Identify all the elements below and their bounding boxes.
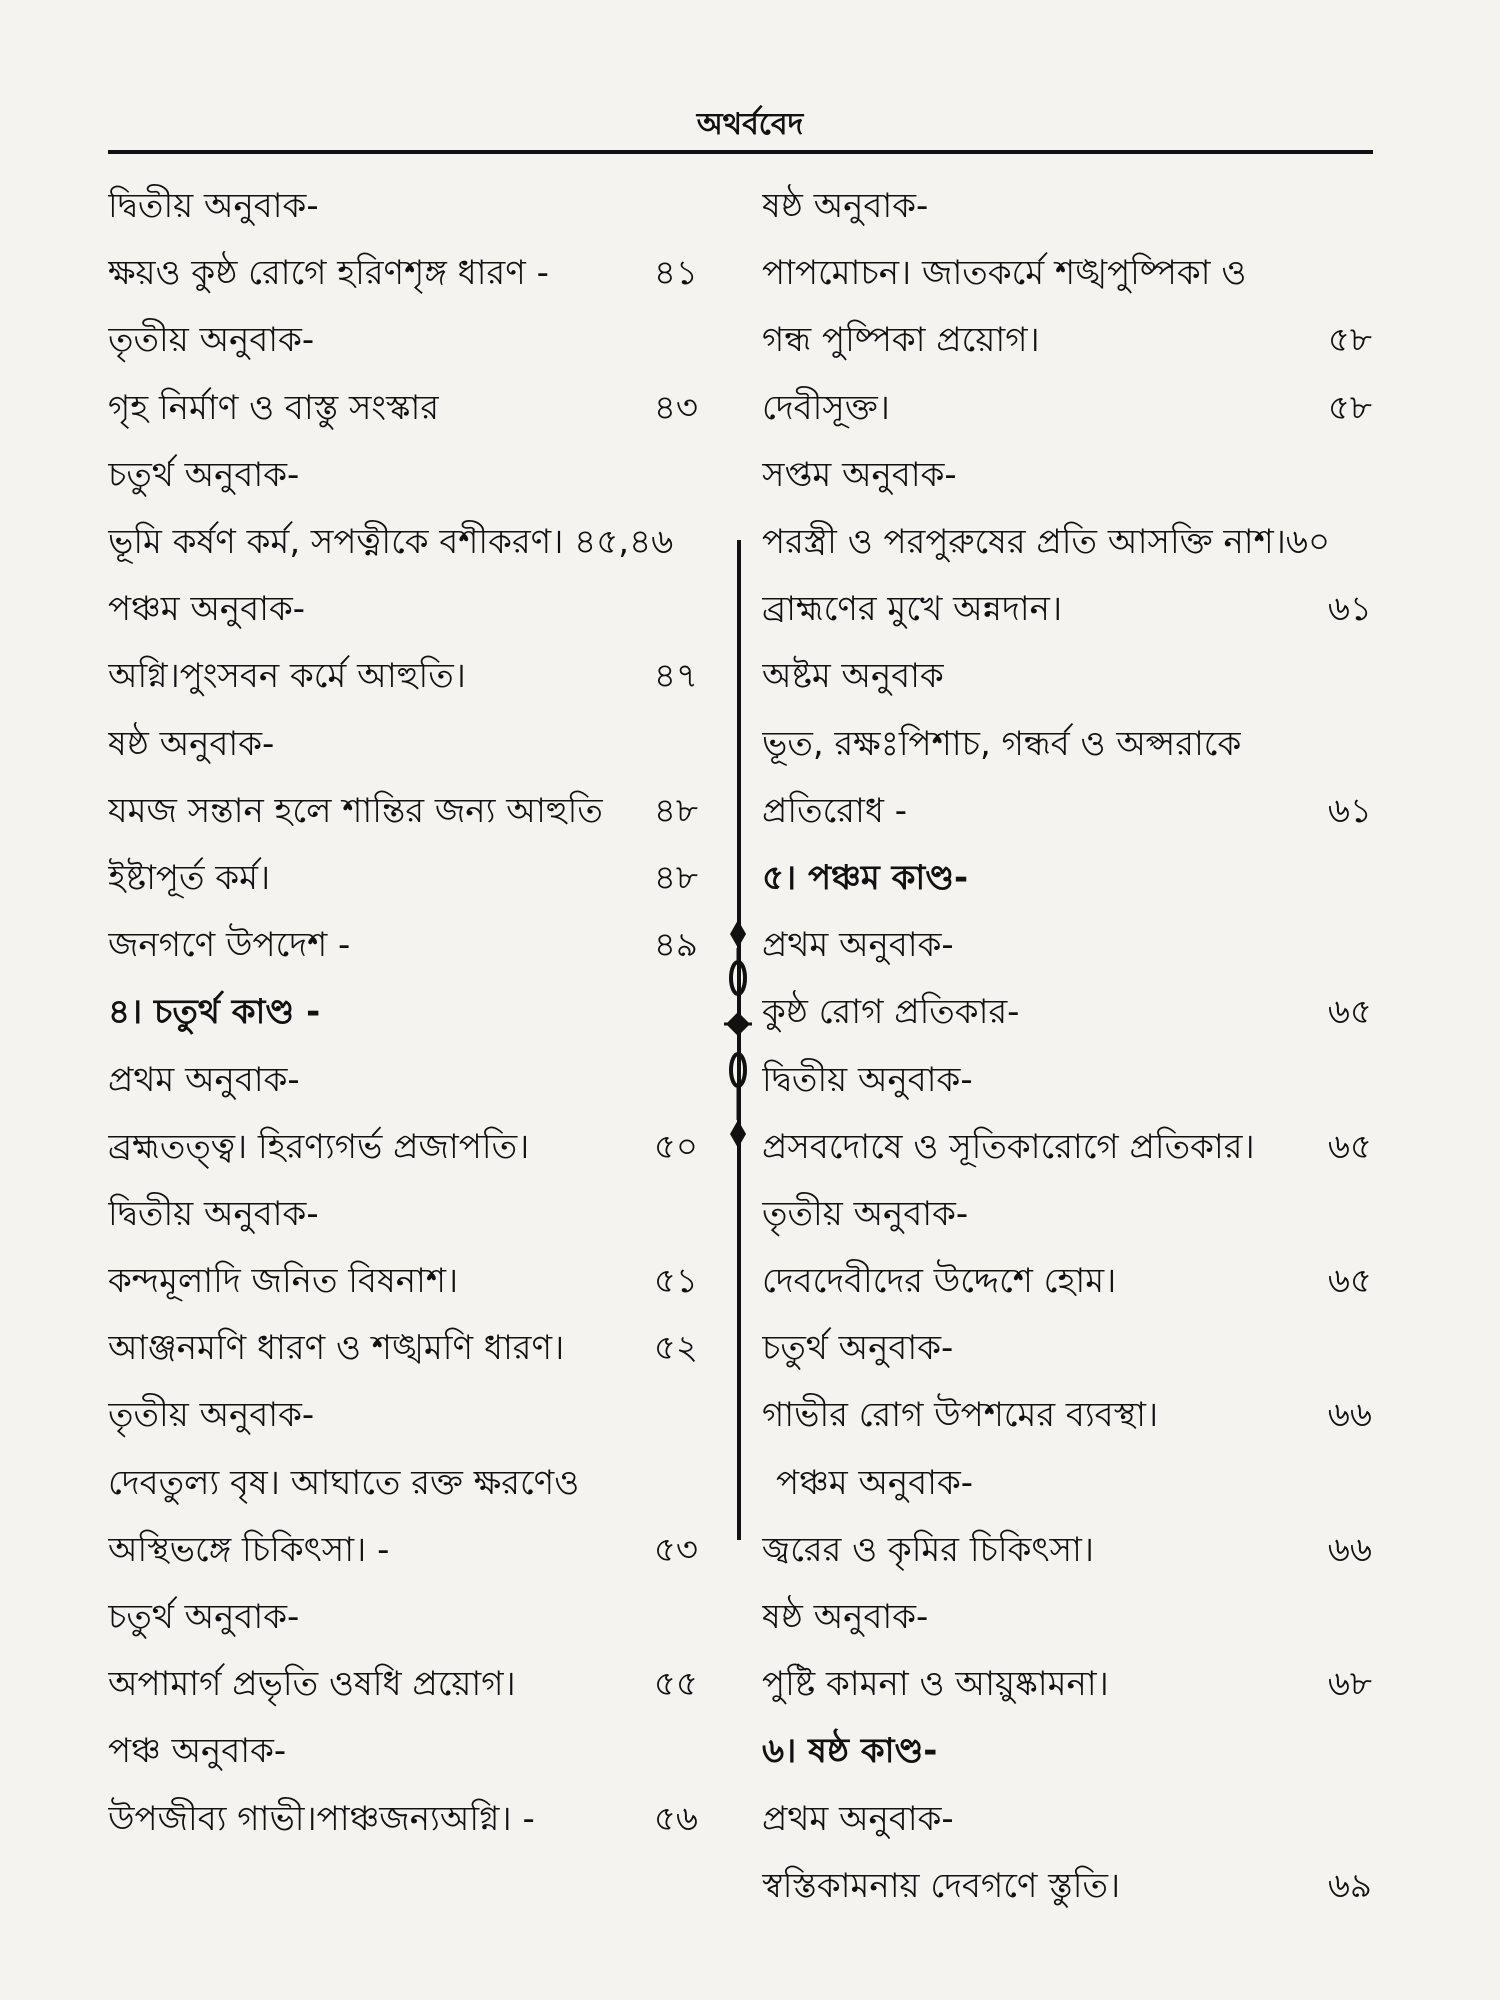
toc-entry xyxy=(762,175,1372,242)
toc-entry-text: জনগণে উপদেশ - xyxy=(108,925,351,966)
toc-entry-text: ভূমি কর্ষণ কর্ম, সপত্নীকে বশীকরণ। ৪৫,৪৬ xyxy=(108,522,674,563)
toc-entry-text: প্রথম অনুবাক- xyxy=(762,1798,954,1839)
toc-entry xyxy=(108,1048,698,1115)
toc-entry-page: ৬৫ xyxy=(1327,1126,1372,1167)
toc-entry-page: ৫০ xyxy=(653,1126,698,1167)
toc-entry xyxy=(762,1788,1372,1855)
toc-entry xyxy=(108,1250,698,1317)
toc-entry xyxy=(108,1586,698,1653)
toc-entry xyxy=(762,713,1372,780)
toc-entry xyxy=(108,1183,698,1250)
toc-entry xyxy=(108,175,698,242)
toc-right-column xyxy=(762,175,1372,1922)
toc-entry-text: পঞ্চম অনুবাক- xyxy=(108,589,306,630)
toc-entry-text: ষষ্ঠ অনুবাক- xyxy=(762,1597,929,1638)
toc-entry xyxy=(762,780,1372,847)
toc-entry-page: ৫৬ xyxy=(653,1798,698,1839)
toc-entry-text: অগ্নি।পুংসবন কর্মে আহুতি। xyxy=(108,656,466,697)
toc-entry xyxy=(108,914,698,981)
toc-entry xyxy=(762,1183,1372,1250)
toc-entry xyxy=(108,713,698,780)
toc-entry-text: কুষ্ঠ রোগ প্রতিকার- xyxy=(762,992,1020,1033)
toc-entry-text: পাপমোচন। জাতকর্মে শঙ্খপুষ্পিকা ও xyxy=(762,253,1247,294)
toc-entry xyxy=(108,444,698,511)
toc-entry-text: দ্বিতীয় অনুবাক- xyxy=(108,1193,319,1234)
toc-entry xyxy=(108,1653,698,1720)
toc-entry-text: দ্বিতীয় অনুবাক- xyxy=(108,186,319,227)
toc-entry-text: তৃতীয় অনুবাক- xyxy=(762,1193,969,1234)
toc-entry-text: কন্দমূলাদি জনিত বিষনাশ। xyxy=(108,1261,459,1302)
toc-entry-page: ৬৯ xyxy=(1327,1865,1372,1906)
toc-entry xyxy=(108,1788,698,1855)
toc-entry-text: সপ্তম অনুবাক- xyxy=(762,454,957,495)
toc-entry-text: ইষ্টাপূর্ত কর্ম। xyxy=(108,857,271,898)
toc-entry-text: গৃহ নির্মাণ ও বাস্তু সংস্কার xyxy=(108,387,440,428)
toc-entry-text: ভূত, রক্ষঃপিশাচ, গন্ধর্ব ও অপ্সরাকে xyxy=(762,723,1242,764)
toc-entry xyxy=(762,578,1372,645)
toc-entry xyxy=(762,645,1372,712)
header-rule xyxy=(108,150,1373,154)
toc-entry xyxy=(762,981,1372,1048)
toc-entry xyxy=(108,780,698,847)
toc-entry-page: ৬১ xyxy=(1327,589,1372,630)
toc-entry-text: গন্ধ পুষ্পিকা প্রয়োগ। xyxy=(762,320,1040,361)
toc-entry-text: দেবীসূক্ত। xyxy=(762,387,890,428)
column-ornament xyxy=(718,920,758,1150)
toc-entry xyxy=(108,578,698,645)
toc-entry-text: ৪। চতুর্থ কাণ্ড - xyxy=(108,992,321,1033)
toc-entry-text: পঞ্চ অনুবাক- xyxy=(108,1731,287,1772)
toc-entry xyxy=(108,511,698,578)
toc-entry-page: ৫৮ xyxy=(1327,320,1372,361)
toc-entry-text: গাভীর রোগ উপশমের ব্যবস্থা। xyxy=(762,1395,1159,1436)
toc-entry-text: পরস্ত্রী ও পরপুরুষের প্রতি আসক্তি নাশ।৬০ xyxy=(762,522,1331,563)
toc-entry-text: ষষ্ঠ অনুবাক- xyxy=(762,186,929,227)
running-title: অথর্ববেদ xyxy=(696,107,804,142)
toc-entry xyxy=(762,309,1372,376)
toc-entry xyxy=(108,1720,698,1787)
toc-entry xyxy=(762,1586,1372,1653)
toc-entry-page: ৪৮ xyxy=(653,857,698,898)
toc-entry-text: আঞ্জনমণি ধারণ ও শঙ্খমণি ধারণ। xyxy=(108,1328,565,1369)
toc-entry xyxy=(762,1452,1372,1519)
toc-entry-text: ষষ্ঠ অনুবাক- xyxy=(108,723,275,764)
toc-entry xyxy=(762,377,1372,444)
toc-entry-page: ৪৭ xyxy=(653,656,698,697)
toc-entry-page: ৪৩ xyxy=(653,387,698,428)
toc-entry-text: প্রথম অনুবাক- xyxy=(108,1059,300,1100)
toc-entry-page: ৫৮ xyxy=(1327,387,1372,428)
toc-entry-text: প্রসবদোষে ও সূতিকারোগে প্রতিকার। xyxy=(762,1126,1255,1167)
toc-entry-text: ব্রহ্মতত্ত্ব। হিরণ্যগর্ভ প্রজাপতি। xyxy=(108,1126,530,1167)
toc-entry-text: উপজীব্য গাভী।পাঞ্চজন্যঅগ্নি। - xyxy=(108,1798,535,1839)
toc-entry-page: ৫১ xyxy=(653,1261,698,1302)
toc-entry xyxy=(108,309,698,376)
toc-entry-text: ৬। ষষ্ঠ কাণ্ড- xyxy=(762,1731,938,1772)
toc-entry xyxy=(762,1250,1372,1317)
toc-entry xyxy=(762,1519,1372,1586)
toc-entry-text: স্বস্তিকামনায় দেবগণে স্তুতি। xyxy=(762,1865,1121,1906)
toc-entry-text: দ্বিতীয় অনুবাক- xyxy=(762,1059,973,1100)
toc-entry-text: তৃতীয় অনুবাক- xyxy=(108,1395,315,1436)
toc-entry-text: তৃতীয় অনুবাক- xyxy=(108,320,315,361)
toc-entry-page: ৬১ xyxy=(1327,790,1372,831)
toc-entry-text: প্রতিরোধ - xyxy=(762,790,907,831)
toc-entry xyxy=(108,1452,698,1519)
toc-entry xyxy=(762,1048,1372,1115)
toc-entry xyxy=(108,377,698,444)
toc-entry-text: ক্ষয়ও কুষ্ঠ রোগে হরিণশৃঙ্গ ধারণ - xyxy=(108,253,549,294)
toc-entry xyxy=(762,242,1372,309)
toc-entry-page: ৪৯ xyxy=(653,925,698,966)
toc-entry-text: ৫। পঞ্চম কাণ্ড- xyxy=(762,857,969,898)
toc-entry-text: প্রথম অনুবাক- xyxy=(762,925,954,966)
toc-entry xyxy=(762,444,1372,511)
toc-entry-text: অপামার্গ প্রভৃতি ওষধি প্রয়োগ। xyxy=(108,1664,516,1705)
toc-entry-text: চতুর্থ অনুবাক- xyxy=(108,454,300,495)
toc-left-column xyxy=(108,175,698,1855)
toc-entry-text: চতুর্থ অনুবাক- xyxy=(762,1328,954,1369)
toc-entry xyxy=(108,645,698,712)
toc-entry xyxy=(108,1384,698,1451)
toc-entry-text: পুষ্টি কামনা ও আয়ুষ্কামনা। xyxy=(762,1664,1109,1705)
toc-entry-page: ৫২ xyxy=(653,1328,698,1369)
toc-entry xyxy=(108,1116,698,1183)
toc-entry xyxy=(108,847,698,914)
toc-entry xyxy=(762,1384,1372,1451)
toc-entry xyxy=(108,242,698,309)
toc-entry-page: ৪৮ xyxy=(653,790,698,831)
toc-entry xyxy=(108,1519,698,1586)
toc-entry-page: ৫৩ xyxy=(653,1529,698,1570)
toc-entry xyxy=(108,981,698,1048)
toc-entry-text: জ্বরের ও কৃমির চিকিৎসা। xyxy=(762,1529,1095,1570)
toc-entry-text: অস্থিভঙ্গে চিকিৎসা। - xyxy=(108,1529,390,1570)
toc-entry xyxy=(762,1720,1372,1787)
toc-entry xyxy=(762,847,1372,914)
toc-entry-page: ৪১ xyxy=(653,253,698,294)
toc-entry xyxy=(762,511,1372,578)
toc-entry xyxy=(108,1317,698,1384)
toc-entry-text: ব্রাহ্মণের মুখে অন্নদান। xyxy=(762,589,1063,630)
toc-entry-text: যমজ সন্তান হলে শান্তির জন্য আহুতি xyxy=(108,790,603,831)
toc-entry-text: দেবদেবীদের উদ্দেশে হোম। xyxy=(762,1261,1117,1302)
toc-entry-text: পঞ্চম অনুবাক- xyxy=(776,1462,974,1503)
toc-entry-page: ৫৫ xyxy=(653,1664,698,1705)
toc-entry-page: ৬৫ xyxy=(1327,1261,1372,1302)
toc-entry xyxy=(762,1653,1372,1720)
toc-entry xyxy=(762,1116,1372,1183)
toc-entry-text: চতুর্থ অনুবাক- xyxy=(108,1597,300,1638)
toc-entry-page: ৬৫ xyxy=(1327,992,1372,1033)
toc-entry-text: দেবতুল্য বৃষ। আঘাতে রক্ত ক্ষরণেও xyxy=(108,1462,580,1503)
toc-entry xyxy=(762,914,1372,981)
toc-entry-page: ৬৬ xyxy=(1327,1395,1372,1436)
toc-entry-page: ৬৮ xyxy=(1327,1664,1372,1705)
toc-entry-text: অষ্টম অনুবাক xyxy=(762,656,944,697)
toc-entry-page: ৬৬ xyxy=(1327,1529,1372,1570)
toc-entry xyxy=(762,1855,1372,1922)
toc-entry xyxy=(762,1317,1372,1384)
